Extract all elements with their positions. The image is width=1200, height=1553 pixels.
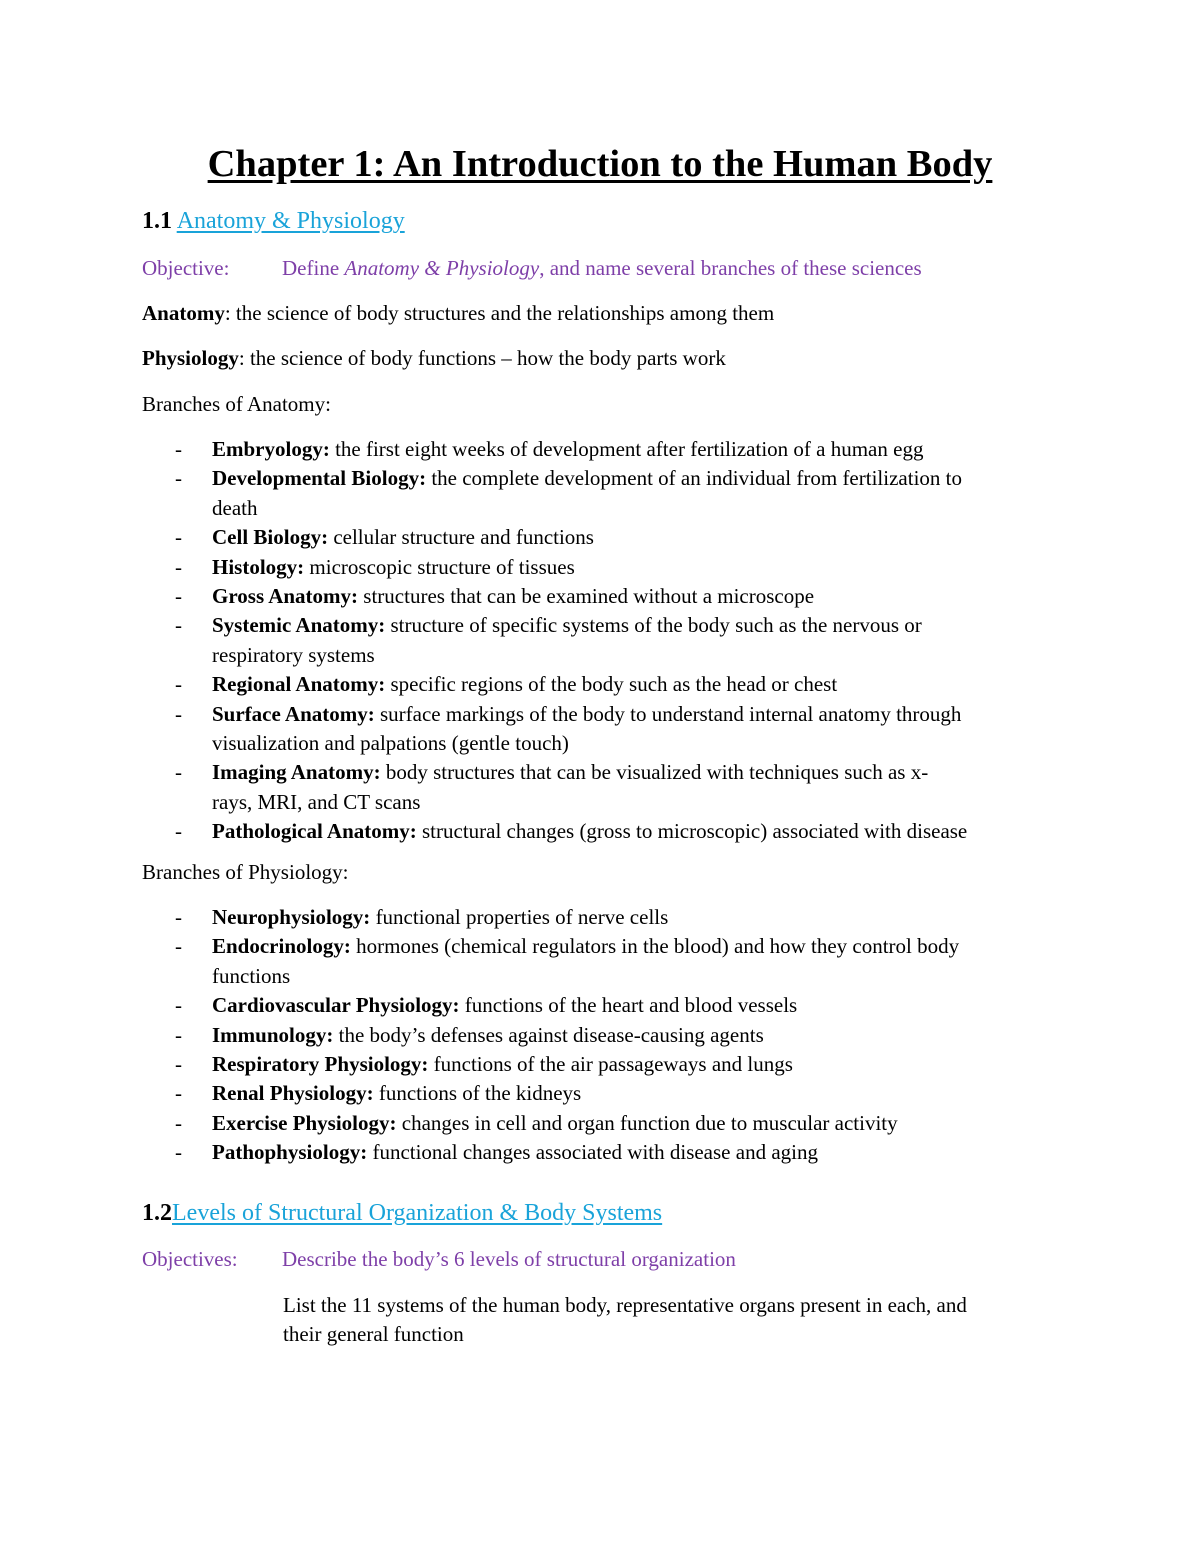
branch-term: Pathological Anatomy: <box>212 819 417 844</box>
bullet-dash: - <box>175 613 182 638</box>
list-item <box>175 464 967 493</box>
list-item <box>175 611 967 640</box>
branch-definition: specific regions of the body such as the head or chest <box>390 672 838 697</box>
branch-term: Surface Anatomy: <box>212 701 375 726</box>
list-item <box>175 903 959 932</box>
physiology-def: : the science of body functions – how the body parts work <box>238 346 726 370</box>
branch-definition: structure of specific systems of the body such as the nervous or <box>390 613 922 638</box>
list-item <box>175 817 967 846</box>
bullet-dash: - <box>175 525 182 550</box>
anatomy-def: : the science of body structures and the relationships among them <box>224 301 775 325</box>
list-item <box>175 1079 959 1108</box>
list-item <box>175 523 967 552</box>
bullet-dash: - <box>175 584 182 609</box>
bullet-dash: - <box>175 701 182 726</box>
branch-term: Respiratory Physiology: <box>212 1052 429 1077</box>
bullet-dash: - <box>175 760 182 785</box>
branch-definition: functions of the air passageways and lungs <box>433 1052 793 1077</box>
branch-term: Endocrinology: <box>212 934 351 959</box>
branch-definition: functional properties of nerve cells <box>375 905 669 929</box>
section-2-link[interactable]: Levels of Structural Organization & Body Systems <box>172 1200 663 1226</box>
bullet-dash: - <box>175 672 182 697</box>
bullet-dash: - <box>175 993 182 1018</box>
branch-definition: hormones (chemical regulators in the blood) and how they control body <box>356 934 960 959</box>
list-item-continuation <box>175 729 967 758</box>
bullet-dash: - <box>175 1140 182 1165</box>
section-1-objective <box>142 256 922 281</box>
list-item <box>175 435 967 464</box>
objective-label: Objective: <box>142 256 230 280</box>
branch-term: Renal Physiology: <box>212 1081 374 1106</box>
branch-definition: functions <box>212 963 291 988</box>
branch-definition: changes in cell and organ function due to muscular activity <box>401 1110 898 1135</box>
list-item-continuation <box>175 494 967 523</box>
branch-definition: functions of the heart and blood vessels <box>464 993 798 1018</box>
list-item <box>175 553 967 582</box>
branch-definition: structures that can be examined without a microscope <box>363 584 815 609</box>
physiology-term: Physiology <box>142 346 239 370</box>
branch-definition: functions of the kidneys <box>378 1081 582 1106</box>
objective-2-line-2: their general function <box>283 1322 464 1346</box>
list-item <box>175 700 967 729</box>
objective-text-pre: Define <box>282 256 345 280</box>
objective-text-post: , and name several branches of these sciences <box>539 256 922 280</box>
branch-definition: death <box>212 495 258 520</box>
branch-definition: structural changes (gross to microscopic) associated with disease <box>422 819 968 844</box>
branch-term: Systemic Anatomy: <box>212 613 386 638</box>
branch-term: Pathophysiology: <box>212 1140 368 1165</box>
list-item-continuation <box>175 962 959 991</box>
list-item <box>175 582 967 611</box>
branch-definition: the complete development of an individual from fertilization to <box>431 466 962 491</box>
objective-1: Describe the body’s 6 levels of structural organization <box>282 1247 736 1271</box>
list-item <box>175 758 967 787</box>
list-item <box>175 932 959 961</box>
bullet-dash: - <box>175 1110 182 1135</box>
branch-term: Histology: <box>212 554 305 579</box>
branch-definition: microscopic structure of tissues <box>309 554 575 579</box>
branch-term: Developmental Biology: <box>212 466 427 491</box>
branch-definition: respiratory systems <box>212 642 375 667</box>
branch-definition: rays, MRI, and CT scans <box>212 789 421 814</box>
list-item <box>175 1021 959 1050</box>
bullet-dash: - <box>175 934 182 959</box>
branch-definition: body structures that can be visualized with techniques such as x- <box>385 760 929 785</box>
bullet-dash: - <box>175 554 182 579</box>
section-1-heading <box>142 207 405 236</box>
branch-definition: the first eight weeks of development after fertilization of a human egg <box>335 437 924 461</box>
physiology-definition <box>142 346 726 371</box>
branch-term: Cardiovascular Physiology: <box>212 993 460 1018</box>
branch-definition: visualization and palpations (gentle touch) <box>212 731 569 756</box>
branch-definition: functional changes associated with disease and aging <box>372 1140 818 1165</box>
branch-definition: cellular structure and functions <box>333 525 594 550</box>
section-2-objectives <box>142 1247 736 1272</box>
list-item <box>175 1109 959 1138</box>
bullet-dash: - <box>175 905 182 929</box>
physiology-branches-label: Branches of Physiology: <box>142 860 349 884</box>
anatomy-branches-label: Branches of Anatomy: <box>142 392 331 416</box>
list-item-continuation <box>175 641 967 670</box>
branch-term: Imaging Anatomy: <box>212 760 381 785</box>
bullet-dash: - <box>175 1052 182 1077</box>
chapter-title: Chapter 1: An Introduction to the Human Body <box>207 143 993 185</box>
section-2-heading <box>142 1199 662 1228</box>
branch-term: Immunology: <box>212 1022 334 1047</box>
branch-term: Regional Anatomy: <box>212 672 386 697</box>
list-item <box>175 1138 959 1167</box>
bullet-dash: - <box>175 466 182 491</box>
list-item <box>175 991 959 1020</box>
branch-term: Exercise Physiology: <box>212 1110 397 1135</box>
bullet-dash: - <box>175 1022 182 1047</box>
bullet-dash: - <box>175 819 182 844</box>
section-2-number: 1.2 <box>142 1200 172 1226</box>
branch-term: Neurophysiology: <box>212 905 371 929</box>
branch-term: Embryology: <box>212 437 330 461</box>
physiology-branches-list <box>175 903 959 1168</box>
objective-text-italic: Anatomy & Physiology <box>344 256 540 280</box>
section-1-link[interactable]: Anatomy & Physiology <box>176 208 405 234</box>
section-1-number: 1.1 <box>142 208 172 234</box>
objectives-label: Objectives: <box>142 1247 238 1271</box>
anatomy-branches-list <box>175 435 967 847</box>
list-item-continuation <box>175 788 967 817</box>
bullet-dash: - <box>175 437 182 461</box>
list-item <box>175 670 967 699</box>
list-item <box>175 1050 959 1079</box>
objective-2-line-1: List the 11 systems of the human body, representative organs present in each, and <box>283 1293 967 1317</box>
anatomy-term: Anatomy <box>142 301 225 325</box>
anatomy-definition <box>142 301 774 326</box>
branch-definition: surface markings of the body to understand internal anatomy through <box>379 701 962 726</box>
branch-definition: the body’s defenses against disease-causing agents <box>338 1022 764 1047</box>
branch-term: Gross Anatomy: <box>212 584 359 609</box>
branch-term: Cell Biology: <box>212 525 329 550</box>
bullet-dash: - <box>175 1081 182 1106</box>
